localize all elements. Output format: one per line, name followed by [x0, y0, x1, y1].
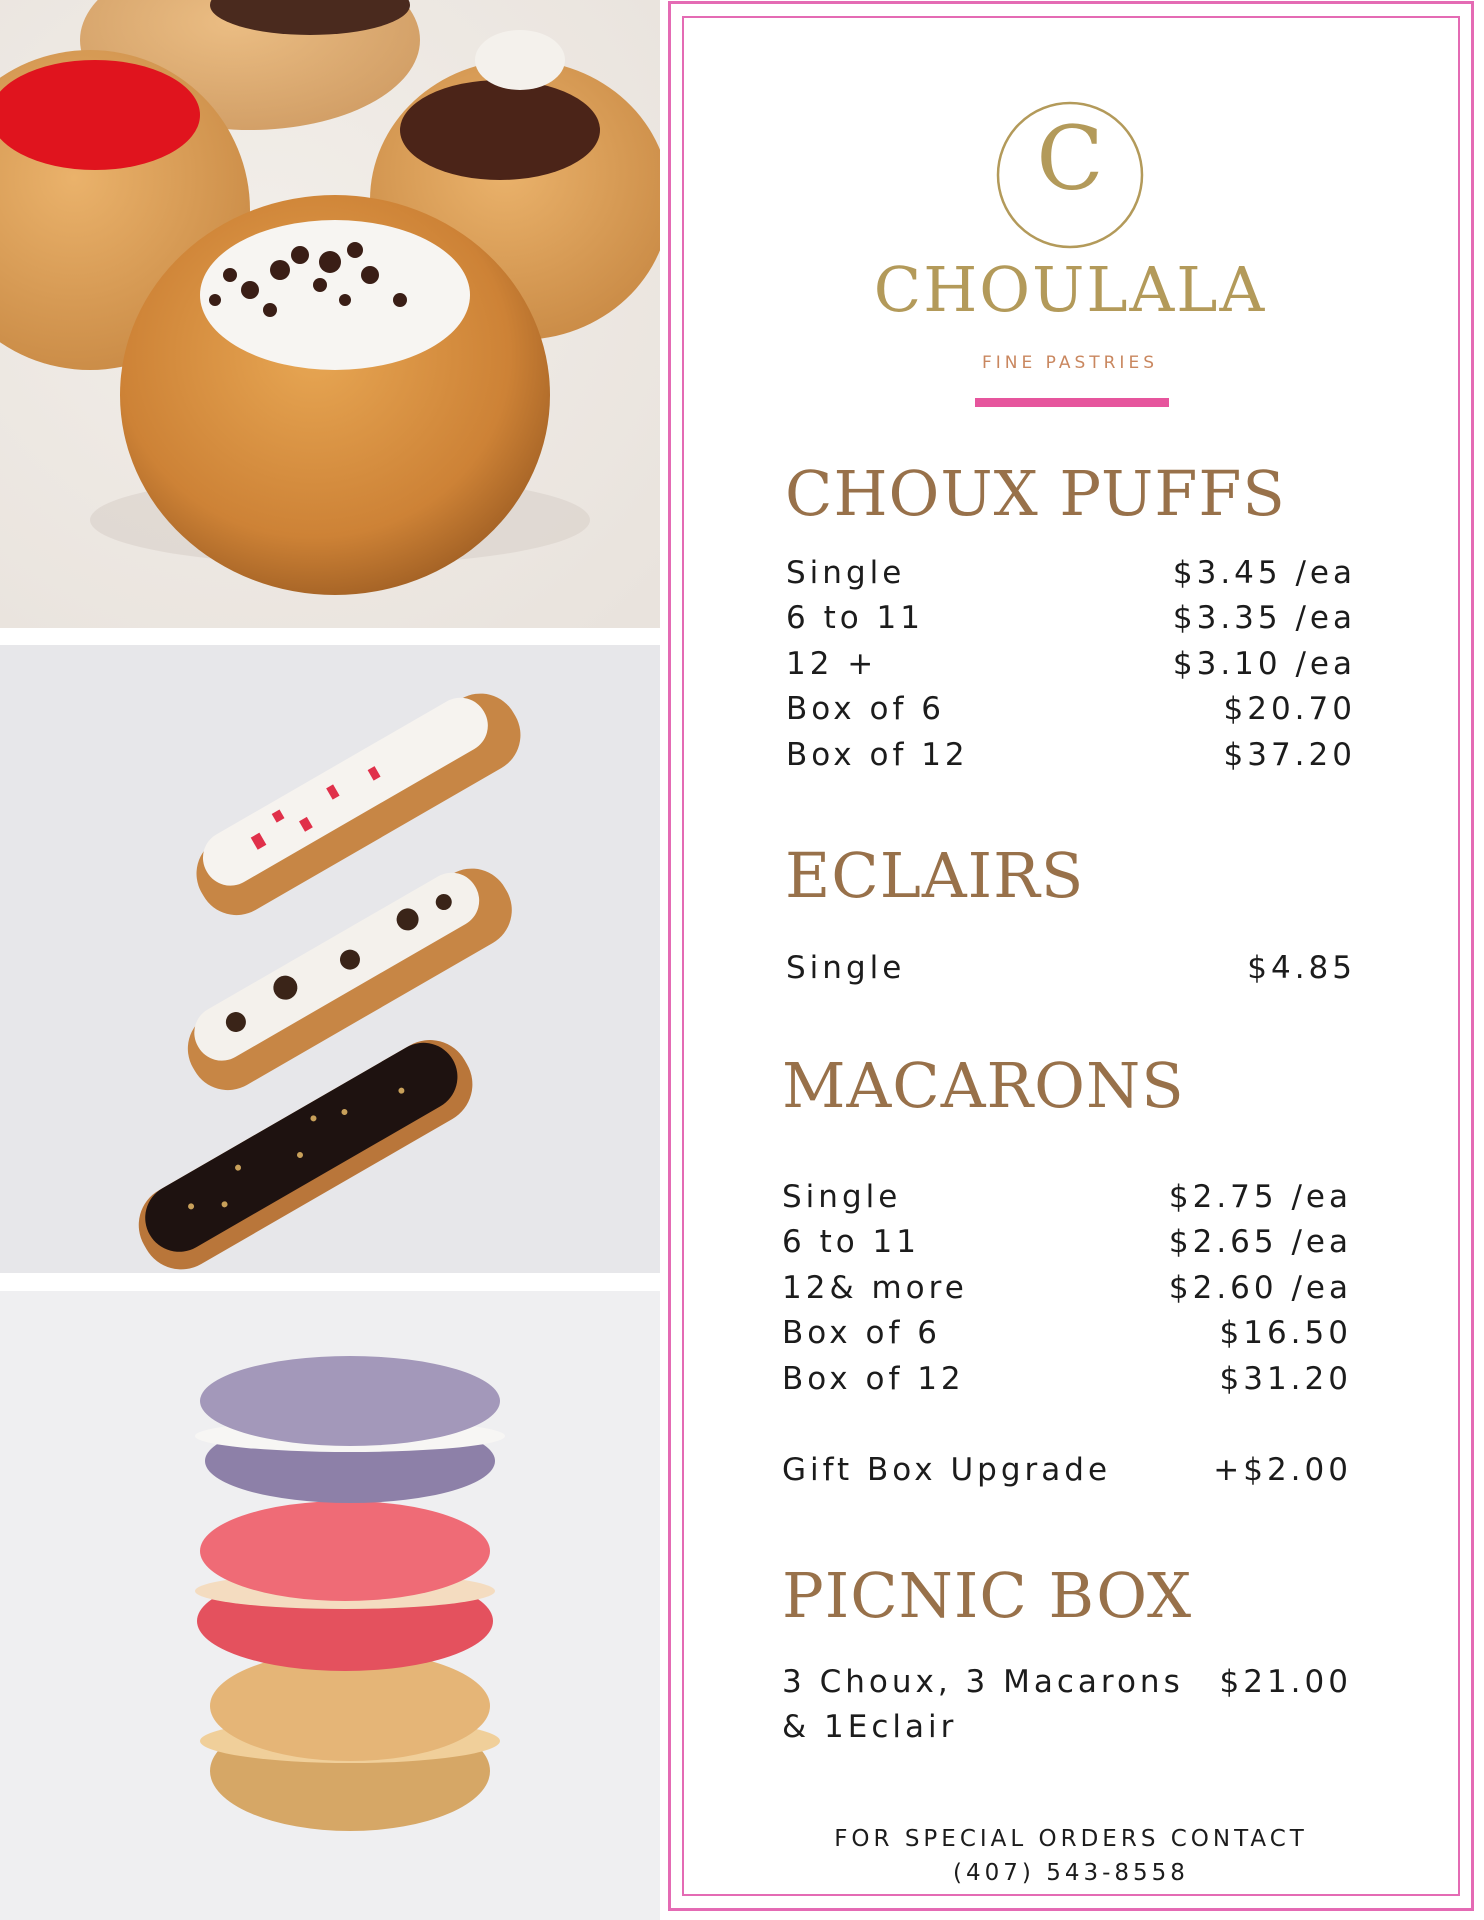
- price-value: $31.20: [1219, 1361, 1352, 1397]
- price-label: 12 +: [786, 646, 878, 682]
- price-value: $2.65 /ea: [1168, 1224, 1352, 1260]
- picnic-box-row: [782, 1664, 1352, 1754]
- price-value: $3.45 /ea: [1172, 555, 1356, 591]
- brand-name: CHOULALA: [873, 253, 1267, 326]
- price-value: $21.00: [1219, 1664, 1352, 1700]
- logo-monogram: C: [1036, 107, 1104, 210]
- brand-accent-bar: [975, 398, 1169, 407]
- price-label: 6 to 11: [786, 600, 924, 636]
- price-value: $3.35 /ea: [1172, 600, 1356, 636]
- price-value: +$2.00: [1213, 1452, 1352, 1488]
- special-orders-text: FOR SPECIAL ORDERS CONTACT: [834, 1826, 1308, 1852]
- price-label: Single: [786, 555, 906, 591]
- price-value: $3.10 /ea: [1172, 646, 1356, 682]
- price-label: Box of 6: [782, 1315, 941, 1351]
- eclairs-photo: [0, 645, 660, 1273]
- phone-number: (407) 543-8558: [953, 1860, 1189, 1886]
- price-label: Box of 6: [786, 691, 945, 727]
- choux-puffs-title: CHOUX PUFFS: [785, 457, 1286, 530]
- price-label: Single: [782, 1179, 902, 1215]
- picnic-box-line-2: & 1Eclair: [782, 1709, 958, 1745]
- price-value: $20.70: [1223, 691, 1356, 727]
- price-label: Single: [786, 950, 906, 986]
- price-value: $37.20: [1223, 737, 1356, 773]
- picnic-box-title: PICNIC BOX: [782, 1559, 1193, 1632]
- picnic-box-line-1: 3 Choux, 3 Macarons: [782, 1664, 1184, 1700]
- macarons-photo: [0, 1291, 660, 1920]
- price-label: Gift Box Upgrade: [782, 1452, 1112, 1488]
- choux-puffs-photo: [0, 0, 660, 628]
- eclairs-title: ECLAIRS: [785, 839, 1085, 912]
- price-value: $4.85: [1247, 950, 1356, 986]
- price-label: 12& more: [782, 1270, 968, 1306]
- brand-logo: [860, 95, 1280, 415]
- price-label: Box of 12: [786, 737, 969, 773]
- price-value: $16.50: [1219, 1315, 1352, 1351]
- price-value: $2.60 /ea: [1168, 1270, 1352, 1306]
- brand-subtitle: FINE PASTRIES: [982, 353, 1158, 373]
- price-label: 6 to 11: [782, 1224, 920, 1260]
- price-value: $2.75 /ea: [1168, 1179, 1352, 1215]
- price-label: Box of 12: [782, 1361, 965, 1397]
- macarons-title: MACARONS: [782, 1049, 1185, 1122]
